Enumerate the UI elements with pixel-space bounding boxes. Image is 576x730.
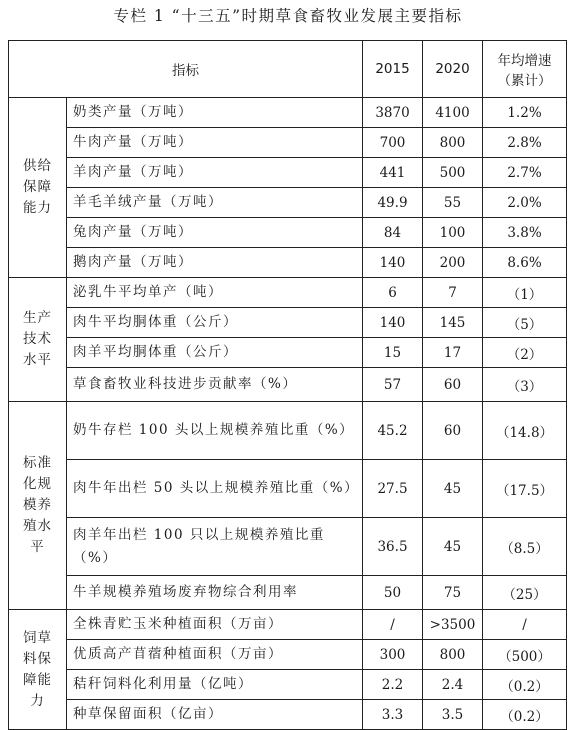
- indicator-name: 草食畜牧业科技进步贡献率（%）: [67, 368, 363, 402]
- value-2020: 800: [423, 128, 483, 158]
- value-2020: 100: [423, 218, 483, 248]
- growth-value: 3.8%: [483, 218, 567, 248]
- value-2015: 300: [363, 640, 423, 670]
- header-indicator: 指标: [9, 41, 363, 98]
- indicator-name: 全株青贮玉米种植面积（万亩）: [67, 610, 363, 640]
- value-2020: 4100: [423, 98, 483, 128]
- header-row: [9, 41, 567, 98]
- value-2015: 27.5: [363, 460, 423, 518]
- growth-value: （0.2）: [483, 700, 567, 730]
- indicator-name: 泌乳牛平均单产（吨）: [67, 278, 363, 308]
- growth-value: （8.5）: [483, 518, 567, 576]
- growth-value: 1.2%: [483, 98, 567, 128]
- table-row: [9, 158, 567, 188]
- indicator-name: 优质高产苜蓿种植面积（万亩）: [67, 640, 363, 670]
- value-2020: >3500: [423, 610, 483, 640]
- category-cell: [9, 98, 67, 278]
- indicators-table: [8, 40, 567, 730]
- growth-value: （1）: [483, 278, 567, 308]
- indicator-name: 奶牛存栏 100 头以上规模养殖比重（%）: [67, 402, 363, 460]
- table-row: [9, 670, 567, 700]
- table-row: [9, 518, 567, 576]
- indicator-name: 肉牛平均胴体重（公斤）: [67, 308, 363, 338]
- value-2020: 145: [423, 308, 483, 338]
- category-label: 饲草料保障能力: [23, 629, 52, 709]
- indicator-name: 兔肉产量（万吨）: [67, 218, 363, 248]
- table-row: [9, 188, 567, 218]
- value-2015: 36.5: [363, 518, 423, 576]
- table-row: [9, 640, 567, 670]
- growth-value: 2.8%: [483, 128, 567, 158]
- table-row: [9, 700, 567, 730]
- table-row: [9, 248, 567, 278]
- indicator-name: 种草保留面积（亿亩）: [67, 700, 363, 730]
- growth-value: （2）: [483, 338, 567, 368]
- category-label: 供给保障能力: [23, 158, 52, 216]
- table-body: [9, 98, 567, 730]
- table-row: [9, 308, 567, 338]
- table-row: [9, 610, 567, 640]
- indicator-name: 奶类产量（万吨）: [67, 98, 363, 128]
- value-2020: 3.5: [423, 700, 483, 730]
- value-2015: 2.2: [363, 670, 423, 700]
- growth-value: 2.7%: [483, 158, 567, 188]
- header-2020: 2020: [423, 41, 483, 98]
- growth-value: （3）: [483, 368, 567, 402]
- value-2020: 17: [423, 338, 483, 368]
- value-2015: 15: [363, 338, 423, 368]
- indicator-name: 鹅肉产量（万吨）: [67, 248, 363, 278]
- growth-value: （500）: [483, 640, 567, 670]
- table-row: [9, 128, 567, 158]
- growth-value: （25）: [483, 576, 567, 610]
- value-2020: 500: [423, 158, 483, 188]
- value-2015: 84: [363, 218, 423, 248]
- value-2015: 700: [363, 128, 423, 158]
- growth-value: （17.5）: [483, 460, 567, 518]
- table-row: [9, 576, 567, 610]
- growth-value: （0.2）: [483, 670, 567, 700]
- value-2020: 800: [423, 640, 483, 670]
- indicator-name: 秸秆饲料化利用量（亿吨）: [67, 670, 363, 700]
- table-row: [9, 218, 567, 248]
- category-cell: [9, 610, 67, 730]
- header-growth-line2: （累计）: [497, 73, 552, 89]
- value-2015: 3.3: [363, 700, 423, 730]
- category-label: 标准化规模养殖水平: [23, 455, 52, 555]
- value-2020: 60: [423, 368, 483, 402]
- value-2020: 45: [423, 518, 483, 576]
- growth-value: /: [483, 610, 567, 640]
- growth-value: （14.8）: [483, 402, 567, 460]
- table-row: [9, 278, 567, 308]
- indicator-name: 肉羊年出栏 100 只以上规模养殖比重（%）: [67, 518, 363, 576]
- category-cell: [9, 278, 67, 402]
- value-2015: 49.9: [363, 188, 423, 218]
- value-2015: 6: [363, 278, 423, 308]
- value-2020: 7: [423, 278, 483, 308]
- indicator-name: 羊肉产量（万吨）: [67, 158, 363, 188]
- growth-value: 2.0%: [483, 188, 567, 218]
- table-row: [9, 98, 567, 128]
- value-2020: 45: [423, 460, 483, 518]
- header-growth-line1: 年均增速: [497, 53, 552, 69]
- header-2015: 2015: [363, 41, 423, 98]
- growth-value: （5）: [483, 308, 567, 338]
- indicator-name: 牛肉产量（万吨）: [67, 128, 363, 158]
- table-row: [9, 338, 567, 368]
- value-2015: 140: [363, 248, 423, 278]
- indicator-name: 肉羊平均胴体重（公斤）: [67, 338, 363, 368]
- table-row: [9, 402, 567, 460]
- table-row: [9, 460, 567, 518]
- growth-value: 8.6%: [483, 248, 567, 278]
- value-2020: 60: [423, 402, 483, 460]
- indicator-name: 肉牛年出栏 50 头以上规模养殖比重（%）: [67, 460, 363, 518]
- indicator-name: 牛羊规模养殖场废弃物综合利用率: [67, 576, 363, 610]
- value-2020: 55: [423, 188, 483, 218]
- value-2020: 75: [423, 576, 483, 610]
- value-2015: /: [363, 610, 423, 640]
- category-label: 生产技术水平: [23, 310, 52, 368]
- table-title: 专栏 1 “十三五”时期草食畜牧业发展主要指标: [113, 7, 463, 25]
- category-cell: [9, 402, 67, 610]
- indicator-name: 羊毛羊绒产量（万吨）: [67, 188, 363, 218]
- value-2015: 57: [363, 368, 423, 402]
- value-2020: 200: [423, 248, 483, 278]
- value-2015: 140: [363, 308, 423, 338]
- value-2015: 441: [363, 158, 423, 188]
- value-2015: 45.2: [363, 402, 423, 460]
- header-growth: [483, 41, 567, 98]
- value-2015: 3870: [363, 98, 423, 128]
- value-2015: 50: [363, 576, 423, 610]
- table-row: [9, 368, 567, 402]
- value-2020: 2.4: [423, 670, 483, 700]
